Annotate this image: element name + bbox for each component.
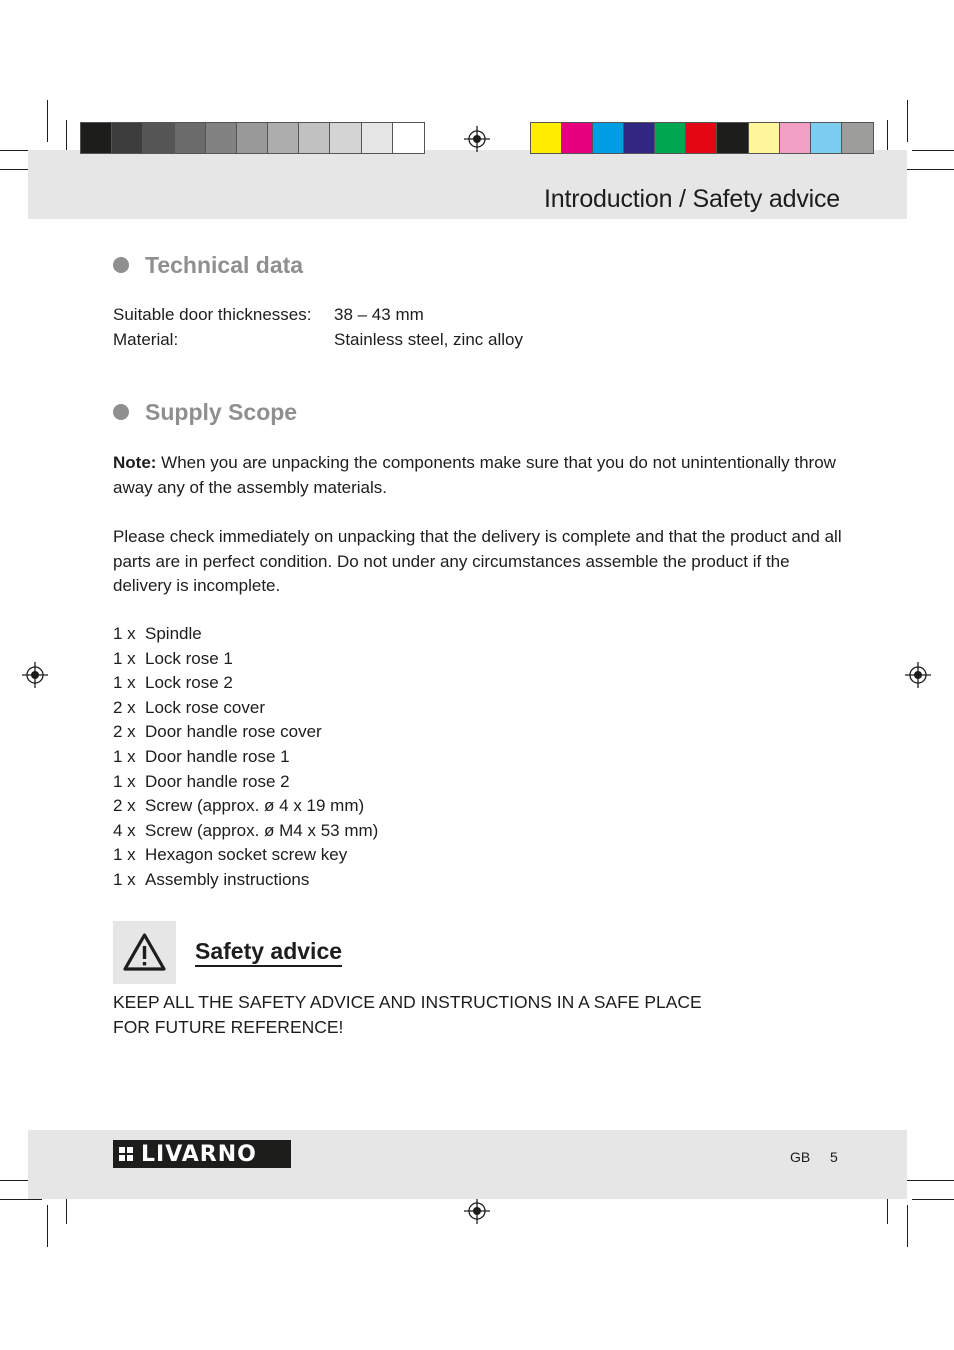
- language-code: GB: [790, 1149, 811, 1165]
- spec-row: [113, 328, 523, 352]
- item-quantity: 2 x: [113, 697, 136, 717]
- item-name: Lock rose 1: [145, 648, 233, 668]
- color-swatch: [268, 123, 299, 153]
- crop-mark: [912, 1199, 954, 1200]
- item-name: Spindle: [145, 624, 202, 643]
- color-swatch: [842, 123, 873, 153]
- crop-mark: [903, 169, 954, 170]
- list-item: [113, 770, 378, 795]
- color-swatch: [811, 123, 842, 153]
- spec-row: [113, 303, 424, 327]
- crop-mark: [907, 100, 908, 142]
- color-swatch: [112, 123, 143, 153]
- note-text: When you are unpacking the components make sure that you do not unintentionally throw away any of the assembly materials.: [113, 453, 836, 497]
- keep-instructions-notice: [113, 990, 813, 1040]
- item-quantity: 2 x: [113, 722, 136, 742]
- registration-mark-icon: [905, 662, 931, 688]
- crop-mark: [903, 1180, 954, 1181]
- item-name: Lock rose 2: [145, 673, 233, 693]
- item-quantity: 1 x: [113, 869, 136, 889]
- crop-mark: [907, 1205, 908, 1247]
- item-name: Door handle rose 2: [145, 771, 290, 791]
- supply-list: [113, 622, 378, 893]
- list-item: [113, 696, 378, 721]
- spec-label: Suitable door thicknesses:: [113, 305, 312, 324]
- color-swatch: [717, 123, 748, 153]
- livarno-logo: [113, 1140, 291, 1168]
- item-name: Screw (approx. ø 4 x 19 mm): [145, 796, 365, 816]
- item-quantity: 4 x: [113, 820, 136, 840]
- supply-scope-heading: Supply Scope: [145, 399, 298, 425]
- item-name: Door handle rose cover: [145, 722, 322, 742]
- crop-mark: [47, 1205, 48, 1247]
- warning-triangle-icon: [113, 921, 176, 984]
- registration-mark-icon: [22, 662, 48, 688]
- color-swatch: [362, 123, 393, 153]
- color-swatch: [749, 123, 780, 153]
- item-quantity: 1 x: [113, 624, 136, 643]
- color-swatch: [206, 123, 237, 153]
- color-swatch: [175, 123, 206, 153]
- crop-mark: [912, 150, 954, 151]
- technical-data-heading: Technical data: [145, 252, 304, 278]
- item-quantity: 1 x: [113, 771, 136, 791]
- item-quantity: 2 x: [113, 796, 136, 816]
- crop-mark: [0, 1199, 42, 1200]
- color-swatch: [655, 123, 686, 153]
- note-paragraph: [113, 451, 843, 500]
- check-paragraph: Please check immediately on unpacking that the delivery is complete and that the product and all parts are in perfect condition. Do not under any circumstances assemble the product if the delivery is incomplete.: [113, 527, 842, 596]
- spec-value: Stainless steel, zinc alloy: [334, 330, 523, 349]
- keep-line-2: FOR FUTURE REFERENCE!: [113, 1017, 344, 1037]
- item-name: Door handle rose 1: [145, 746, 290, 766]
- color-swatch: [299, 123, 330, 153]
- color-swatch: [562, 123, 593, 153]
- section-bullet-icon: [113, 404, 129, 420]
- warning-icon-box: [113, 921, 176, 984]
- item-name: Assembly instructions: [145, 869, 310, 889]
- list-item: [113, 868, 378, 893]
- color-swatch: [531, 123, 562, 153]
- list-item: [113, 794, 378, 819]
- registration-mark-icon: [464, 126, 490, 152]
- color-swatch: [686, 123, 717, 153]
- list-item: [113, 819, 378, 844]
- page-title: Introduction / Safety advice: [544, 185, 840, 213]
- safety-advice-heading: Safety advice: [195, 937, 342, 967]
- logo-grid-icon: [119, 1147, 133, 1161]
- item-quantity: 1 x: [113, 673, 136, 693]
- grayscale-color-bar: [80, 122, 425, 154]
- list-item: [113, 745, 378, 770]
- color-swatch: [393, 123, 424, 153]
- item-name: Hexagon socket screw key: [145, 845, 348, 865]
- color-swatch: [624, 123, 655, 153]
- crop-mark: [47, 100, 48, 142]
- item-name: Screw (approx. ø M4 x 53 mm): [145, 820, 379, 840]
- page-number: 5: [830, 1149, 838, 1165]
- item-quantity: 1 x: [113, 648, 136, 668]
- logo-text: LIVARNO: [141, 1141, 257, 1167]
- process-color-bar: [530, 122, 874, 154]
- color-swatch: [143, 123, 174, 153]
- color-swatch: [593, 123, 624, 153]
- color-swatch: [780, 123, 811, 153]
- keep-line-1: KEEP ALL THE SAFETY ADVICE AND INSTRUCTIONS IN A SAFE PLACE: [113, 992, 702, 1012]
- spec-label: Material:: [113, 330, 179, 349]
- item-quantity: 1 x: [113, 746, 136, 766]
- note-label: Note:: [113, 453, 157, 472]
- color-swatch: [237, 123, 268, 153]
- list-item: [113, 647, 378, 672]
- section-bullet-icon: [113, 257, 129, 273]
- list-item: [113, 843, 378, 868]
- item-quantity: 1 x: [113, 845, 136, 865]
- spec-value: 38 – 43 mm: [334, 305, 424, 324]
- list-item: [113, 622, 378, 647]
- list-item: [113, 671, 378, 696]
- item-name: Lock rose cover: [145, 697, 265, 717]
- registration-mark-icon: [464, 1198, 490, 1224]
- color-swatch: [330, 123, 361, 153]
- color-swatch: [81, 123, 112, 153]
- list-item: [113, 720, 378, 745]
